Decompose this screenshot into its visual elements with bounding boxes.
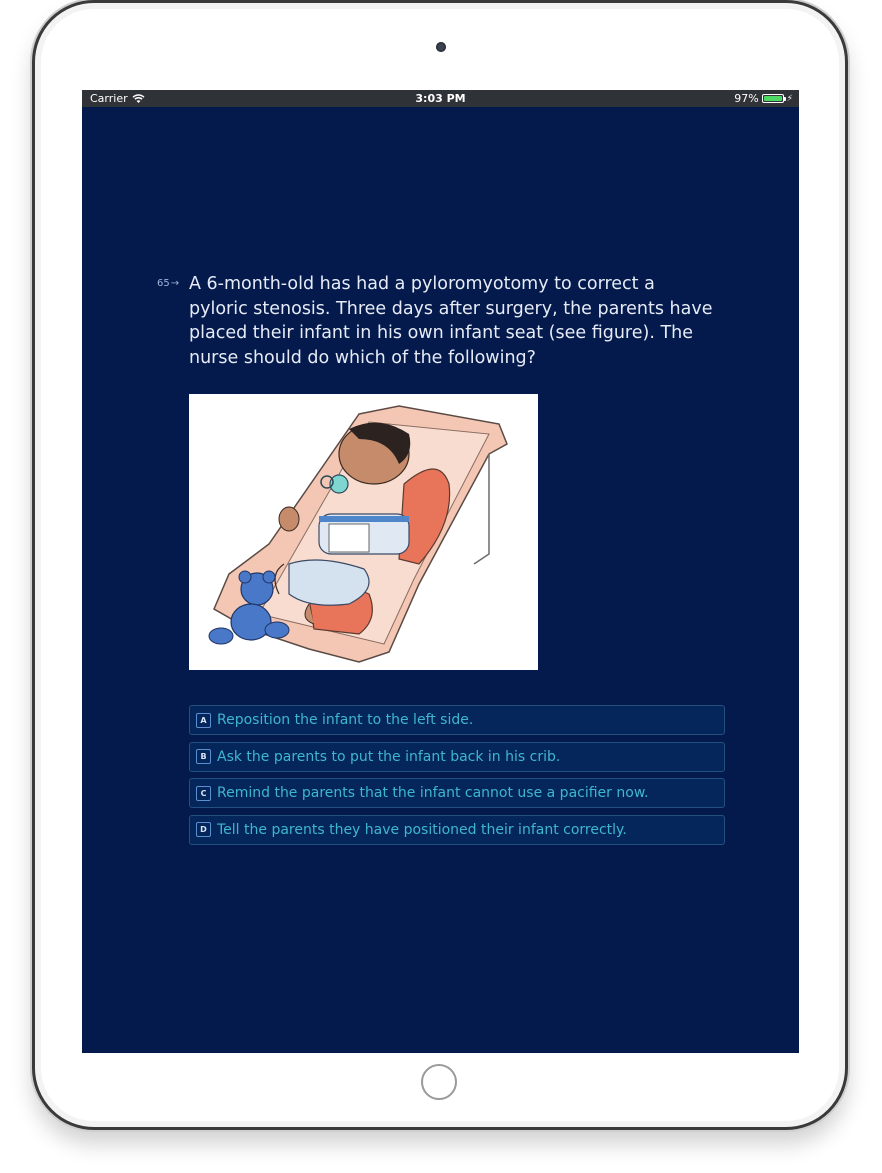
question-text: A 6-month-old has had a pyloromyotomy to correct a pyloric stenosis. Three days after surgery, the parents have placed their infant in his own infant seat (see figure). The nurse should do which of the following?: [189, 274, 713, 368]
option-text: Tell the parents they have positioned their infant correctly.: [217, 821, 627, 838]
battery-icon: [762, 94, 784, 103]
option-a[interactable]: [189, 705, 725, 735]
app-screen: [82, 90, 799, 1053]
answer-options: [189, 705, 725, 851]
arrow-right-icon: →: [170, 278, 180, 289]
question-number-label: 65: [157, 278, 170, 289]
question-number: [157, 278, 179, 289]
option-letter: D: [196, 822, 211, 837]
carrier-label: Carrier: [90, 92, 128, 105]
charging-icon: ⚡: [786, 93, 793, 104]
option-text: Reposition the infant to the left side.: [217, 712, 474, 728]
option-c[interactable]: [189, 778, 725, 808]
front-camera: [436, 42, 446, 52]
option-letter: A: [196, 713, 211, 728]
status-bar: [82, 90, 799, 107]
clock: 3:03 PM: [415, 92, 466, 105]
option-d[interactable]: [189, 815, 725, 845]
question-figure: [189, 394, 538, 670]
battery-percent: 97%: [734, 92, 759, 105]
home-button[interactable]: [421, 1064, 457, 1100]
battery-group: [734, 92, 793, 105]
infant-seat-illustration-icon: [189, 394, 538, 670]
option-text: Remind the parents that the infant cannot use a pacifier now.: [217, 785, 649, 801]
option-letter: B: [196, 749, 211, 764]
option-text: Ask the parents to put the infant back in his crib.: [217, 748, 561, 765]
option-letter: C: [196, 786, 211, 801]
option-b[interactable]: [189, 742, 725, 772]
